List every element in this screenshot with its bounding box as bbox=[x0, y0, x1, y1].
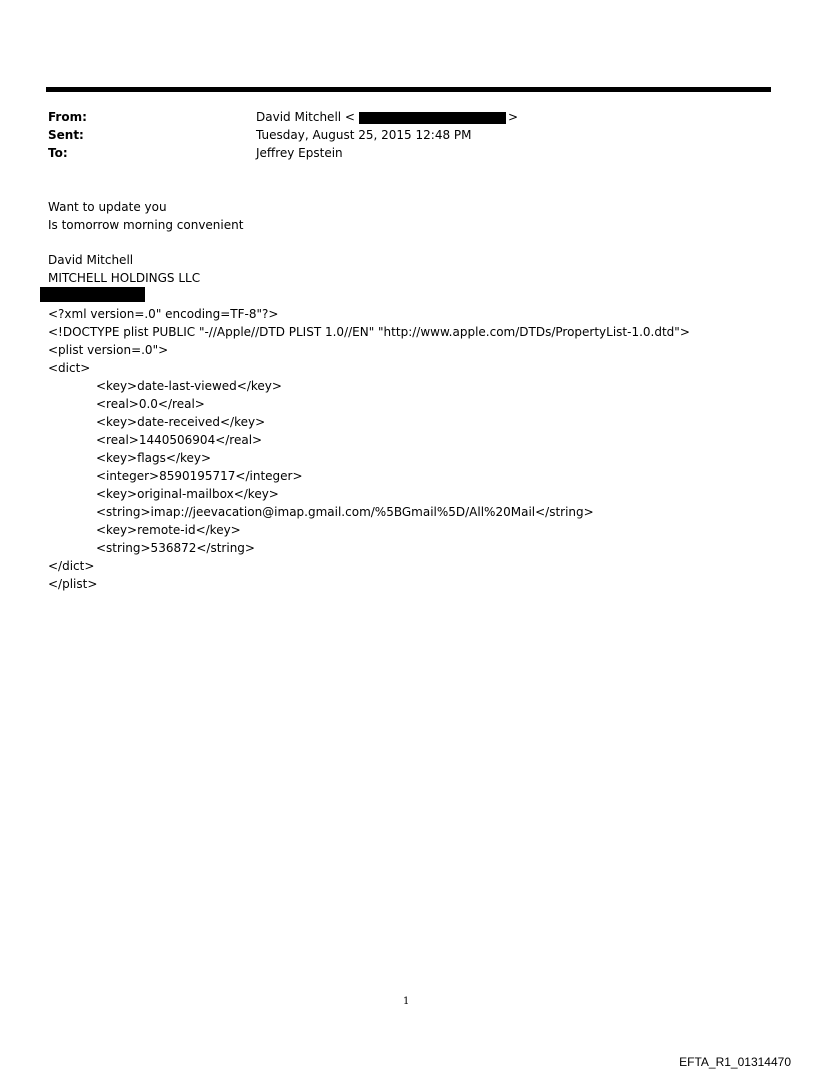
to-label: To: bbox=[48, 146, 68, 160]
sent-label: Sent: bbox=[48, 128, 84, 142]
plist-line: <plist version=.0"> bbox=[48, 343, 169, 357]
redacted-email bbox=[359, 112, 506, 124]
plist-line: <real>1440506904</real> bbox=[96, 433, 263, 447]
from-value bbox=[256, 108, 518, 126]
plist-line: <string>536872</string> bbox=[96, 541, 255, 555]
message-line: Is tomorrow morning convenient bbox=[48, 218, 244, 232]
from-close: > bbox=[507, 110, 519, 124]
page-number: 1 bbox=[403, 996, 410, 1007]
from-name: David Mitchell < bbox=[256, 110, 355, 124]
signature-name: David Mitchell bbox=[48, 253, 134, 267]
plist-line: </dict> bbox=[48, 559, 95, 573]
bates-number: EFTA_R1_01314470 bbox=[679, 1055, 791, 1069]
plist-line: <key>remote-id</key> bbox=[96, 523, 241, 537]
to-value: Jeffrey Epstein bbox=[256, 146, 343, 160]
redacted-signature-line bbox=[40, 287, 145, 302]
plist-line: <key>date-last-viewed</key> bbox=[96, 379, 282, 393]
message-line: Want to update you bbox=[48, 200, 167, 214]
plist-line: <key>flags</key> bbox=[96, 451, 212, 465]
plist-line: </plist> bbox=[48, 577, 98, 591]
plist-line: <real>0.0</real> bbox=[96, 397, 205, 411]
plist-line: <!DOCTYPE plist PUBLIC "-//Apple//DTD PLIST 1.0//EN" "http://www.apple.com/DTDs/PropertyList-1.0.dtd"> bbox=[48, 325, 690, 339]
from-label: From: bbox=[48, 110, 87, 124]
plist-line: <?xml version=.0" encoding=TF-8"?> bbox=[48, 307, 279, 321]
plist-line: <dict> bbox=[48, 361, 91, 375]
plist-line: <key>original-mailbox</key> bbox=[96, 487, 279, 501]
sent-value: Tuesday, August 25, 2015 12:48 PM bbox=[256, 128, 472, 142]
plist-line: <integer>8590195717</integer> bbox=[96, 469, 303, 483]
plist-line: <key>date-received</key> bbox=[96, 415, 266, 429]
header-rule bbox=[46, 87, 771, 92]
plist-line: <string>imap://jeevacation@imap.gmail.com/%5BGmail%5D/All%20Mail</string> bbox=[96, 505, 594, 519]
signature-company: MITCHELL HOLDINGS LLC bbox=[48, 271, 201, 285]
